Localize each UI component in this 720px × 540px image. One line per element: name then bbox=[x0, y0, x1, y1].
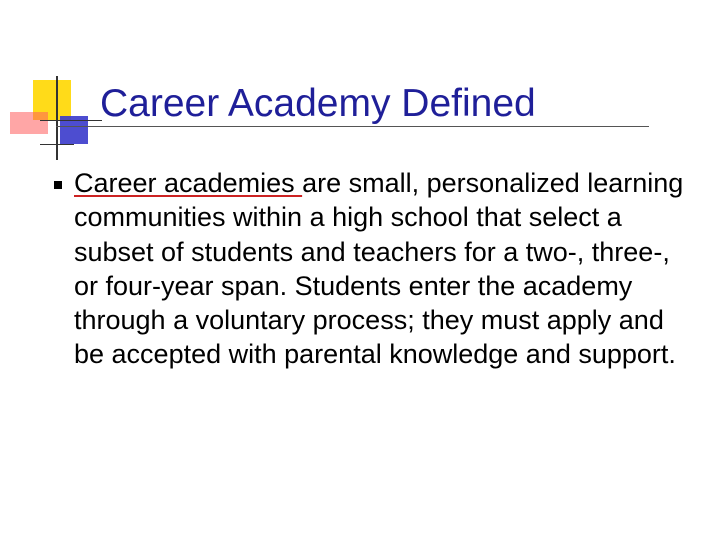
bullet-body-text: are small, personalized learning communities within a high school that select a subset of students and teachers for a two-, three-, or four-year span. Students enter the academy through a voluntary process; they must apply and be accepted with parental knowledge and support. bbox=[74, 168, 684, 370]
bullet-list bbox=[54, 166, 694, 372]
slide-title: Career Academy Defined bbox=[100, 82, 536, 125]
decorative-squares-logo bbox=[0, 0, 110, 170]
logo-horizontal-line-short bbox=[40, 144, 74, 145]
career-academies-term-link[interactable]: Career academies bbox=[74, 168, 303, 198]
bullet-text bbox=[74, 166, 694, 372]
square-bullet-icon bbox=[54, 181, 62, 189]
bullet-item bbox=[54, 166, 694, 372]
logo-red-square bbox=[10, 112, 48, 134]
logo-vertical-line bbox=[56, 76, 58, 160]
title-underline-rule bbox=[56, 126, 649, 127]
logo-horizontal-line bbox=[40, 120, 102, 121]
